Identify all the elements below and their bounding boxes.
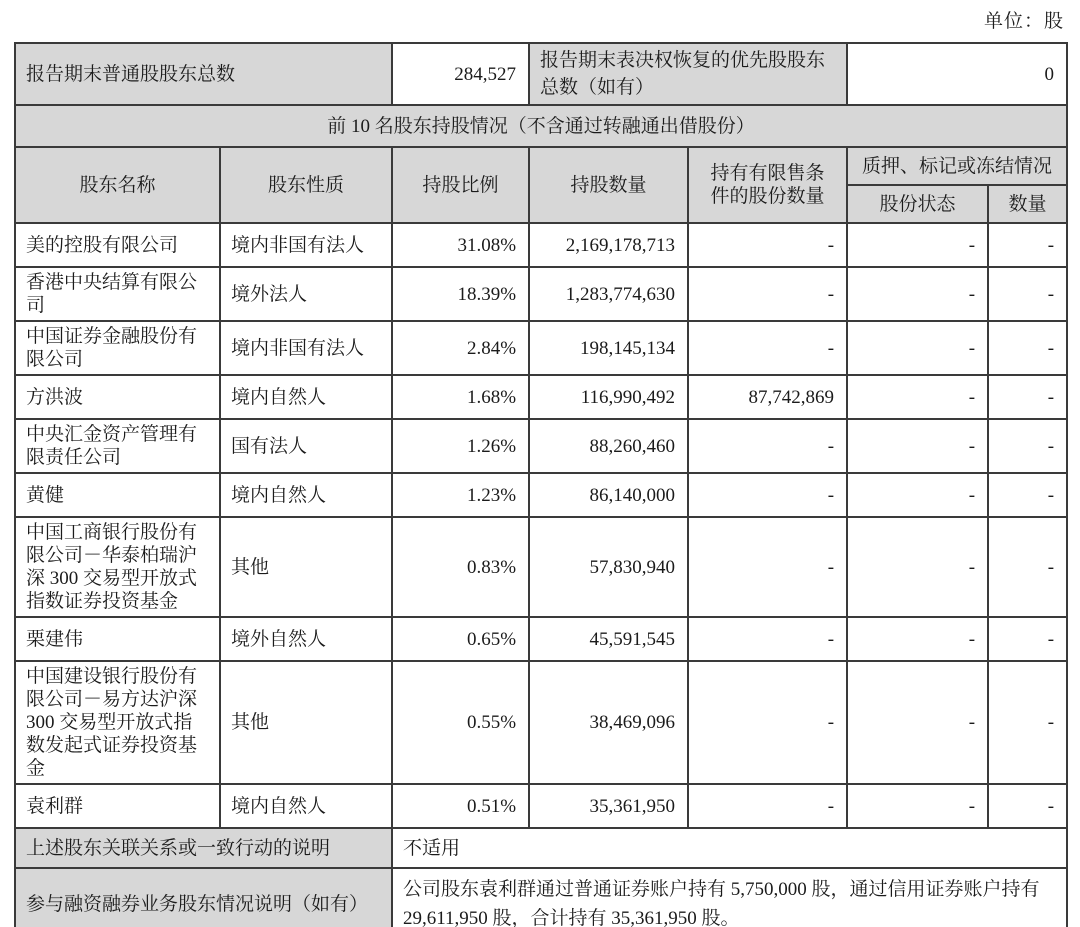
relation-note-label: 上述股东关联关系或一致行动的说明: [15, 828, 392, 868]
shareholder-name-cell: 栗建伟: [15, 617, 220, 661]
section-title-row: [15, 105, 1067, 147]
table-row: [15, 517, 1067, 617]
header-pledge-status-group: 质押、标记或冻结情况: [847, 147, 1067, 185]
shareholder-nature-cell: 国有法人: [220, 419, 392, 473]
header-shareholding-ratio: 持股比例: [392, 147, 529, 223]
ratio-cell: 0.55%: [392, 661, 529, 784]
ratio-cell: 0.65%: [392, 617, 529, 661]
shareholder-nature-cell: 境内非国有法人: [220, 321, 392, 375]
pledge-qty-cell: -: [988, 517, 1067, 617]
shareholder-name-cell: 黄健: [15, 473, 220, 517]
share-status-cell: -: [847, 419, 988, 473]
share-status-cell: -: [847, 661, 988, 784]
share-status-cell: -: [847, 223, 988, 267]
pledge-qty-cell: -: [988, 267, 1067, 321]
shareholder-nature-cell: 境内自然人: [220, 784, 392, 828]
shares-cell: 86,140,000: [529, 473, 688, 517]
shareholder-name-cell: 香港中央结算有限公司: [15, 267, 220, 321]
shareholder-name-cell: 中国证券金融股份有限公司: [15, 321, 220, 375]
restricted-shares-cell: -: [688, 267, 847, 321]
restricted-shares-cell: -: [688, 473, 847, 517]
preferred-shareholders-value: 0: [847, 43, 1067, 105]
table-row: [15, 223, 1067, 267]
pledge-qty-cell: -: [988, 375, 1067, 419]
shares-cell: 35,361,950: [529, 784, 688, 828]
restricted-shares-cell: 87,742,869: [688, 375, 847, 419]
ratio-cell: 0.83%: [392, 517, 529, 617]
pledge-qty-cell: -: [988, 473, 1067, 517]
shares-cell: 45,591,545: [529, 617, 688, 661]
restricted-shares-cell: -: [688, 321, 847, 375]
pledge-qty-cell: -: [988, 419, 1067, 473]
shareholder-name-cell: 方洪波: [15, 375, 220, 419]
header-restricted-shares: 持有有限售条件的股份数量: [688, 147, 847, 223]
share-status-cell: -: [847, 473, 988, 517]
table-row: [15, 617, 1067, 661]
pledge-qty-cell: -: [988, 617, 1067, 661]
margin-trading-note-row: [15, 868, 1067, 927]
shareholder-name-cell: 中央汇金资产管理有限责任公司: [15, 419, 220, 473]
shareholder-nature-cell: 境内非国有法人: [220, 223, 392, 267]
shareholder-name-cell: 中国建设银行股份有限公司－易方达沪深 300 交易型开放式指数发起式证券投资基金: [15, 661, 220, 784]
header-shares-held: 持股数量: [529, 147, 688, 223]
shares-cell: 2,169,178,713: [529, 223, 688, 267]
summary-row: [15, 43, 1067, 105]
table-row: [15, 661, 1067, 784]
shareholders-table: [14, 42, 1068, 927]
share-status-cell: -: [847, 267, 988, 321]
margin-trading-note-label: 参与融资融券业务股东情况说明（如有）: [15, 868, 392, 927]
shares-cell: 198,145,134: [529, 321, 688, 375]
shareholder-nature-cell: 境内自然人: [220, 473, 392, 517]
preferred-shareholders-label: 报告期末表决权恢复的优先股股东总数（如有）: [529, 43, 847, 105]
shares-cell: 1,283,774,630: [529, 267, 688, 321]
shareholder-name-cell: 袁利群: [15, 784, 220, 828]
relation-note-value: 不适用: [392, 828, 1067, 868]
ratio-cell: 31.08%: [392, 223, 529, 267]
shares-cell: 38,469,096: [529, 661, 688, 784]
share-status-cell: -: [847, 375, 988, 419]
share-status-cell: -: [847, 321, 988, 375]
header-shareholder-nature: 股东性质: [220, 147, 392, 223]
share-status-cell: -: [847, 517, 988, 617]
pledge-qty-cell: -: [988, 321, 1067, 375]
table-row: [15, 473, 1067, 517]
margin-trading-note-value: 公司股东袁利群通过普通证券账户持有 5,750,000 股，通过信用证券账户持有 29,611,950 股，合计持有 35,361,950 股。: [392, 868, 1067, 927]
section-title: 前 10 名股东持股情况（不含通过转融通出借股份）: [15, 105, 1067, 147]
ratio-cell: 18.39%: [392, 267, 529, 321]
header-shareholder-name: 股东名称: [15, 147, 220, 223]
restricted-shares-cell: -: [688, 517, 847, 617]
table-row: [15, 375, 1067, 419]
ratio-cell: 1.23%: [392, 473, 529, 517]
share-status-cell: -: [847, 617, 988, 661]
ratio-cell: 0.51%: [392, 784, 529, 828]
restricted-shares-cell: -: [688, 617, 847, 661]
shareholder-name-cell: 中国工商银行股份有限公司－华泰柏瑞沪深 300 交易型开放式指数证券投资基金: [15, 517, 220, 617]
shareholder-nature-cell: 境内自然人: [220, 375, 392, 419]
ordinary-shareholders-value: 284,527: [392, 43, 529, 105]
restricted-shares-cell: -: [688, 419, 847, 473]
shareholder-nature-cell: 境外法人: [220, 267, 392, 321]
header-pledge-qty: 数量: [988, 185, 1067, 223]
ratio-cell: 1.26%: [392, 419, 529, 473]
shareholder-nature-cell: 其他: [220, 661, 392, 784]
pledge-qty-cell: -: [988, 784, 1067, 828]
pledge-qty-cell: -: [988, 661, 1067, 784]
shares-cell: 88,260,460: [529, 419, 688, 473]
shares-cell: 116,990,492: [529, 375, 688, 419]
header-row-top: [15, 147, 1067, 185]
pledge-qty-cell: -: [988, 223, 1067, 267]
unit-label: 单位：股: [983, 11, 1064, 32]
share-status-cell: -: [847, 784, 988, 828]
shareholder-nature-cell: 境外自然人: [220, 617, 392, 661]
shareholder-name-cell: 美的控股有限公司: [15, 223, 220, 267]
relation-note-row: [15, 828, 1067, 868]
header-share-status: 股份状态: [847, 185, 988, 223]
restricted-shares-cell: -: [688, 223, 847, 267]
restricted-shares-cell: -: [688, 784, 847, 828]
table-row: [15, 267, 1067, 321]
table-row: [15, 321, 1067, 375]
table-row: [15, 419, 1067, 473]
restricted-shares-cell: -: [688, 661, 847, 784]
shares-cell: 57,830,940: [529, 517, 688, 617]
ordinary-shareholders-label: 报告期末普通股股东总数: [15, 43, 392, 105]
ratio-cell: 1.68%: [392, 375, 529, 419]
shareholder-nature-cell: 其他: [220, 517, 392, 617]
table-row: [15, 784, 1067, 828]
ratio-cell: 2.84%: [392, 321, 529, 375]
